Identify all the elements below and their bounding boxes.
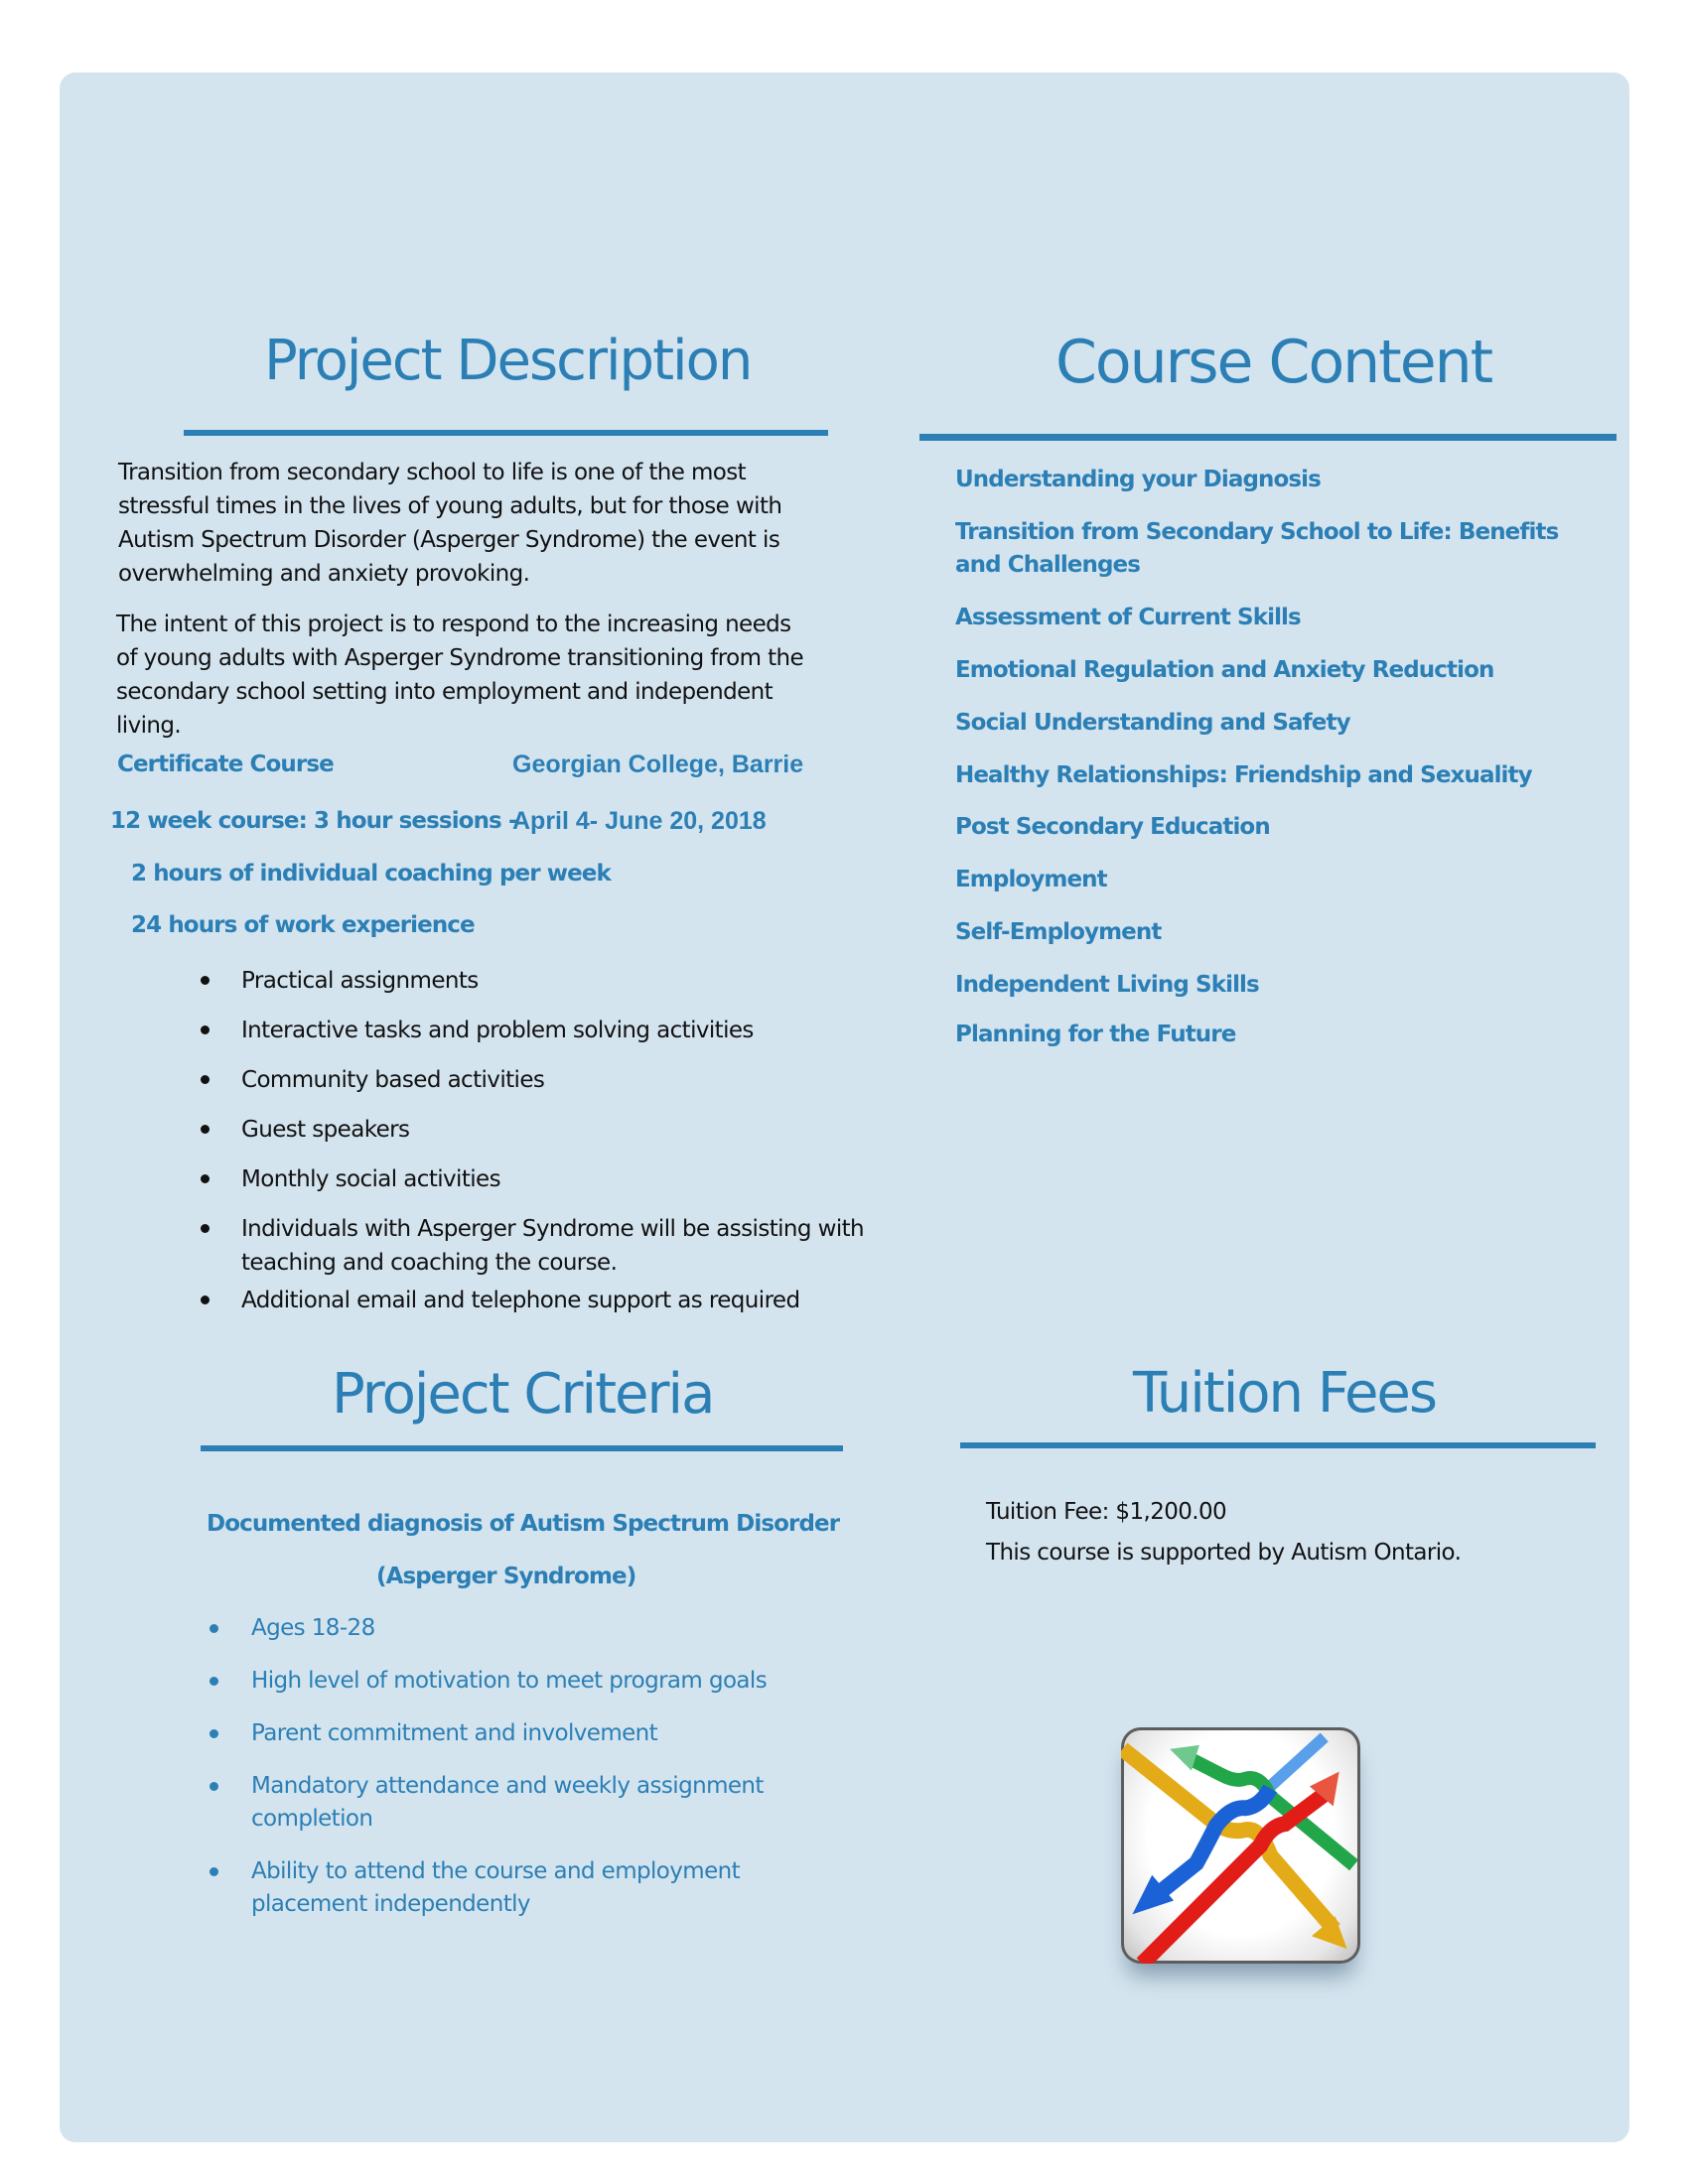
- course-topic: Social Understanding and Safety: [955, 710, 1350, 736]
- intent-paragraph: [116, 608, 803, 743]
- course-type: Certificate Course: [117, 751, 334, 777]
- bullet-icon: [210, 1782, 218, 1791]
- project-description-rule: [184, 430, 828, 436]
- feature-item: Additional email and telephone support as required: [241, 1288, 800, 1313]
- bullet-icon: [201, 1224, 210, 1233]
- course-topic: Healthy Relationships: Friendship and Sexuality: [955, 762, 1532, 788]
- feature-item: Guest speakers: [241, 1117, 410, 1143]
- feature-item: Interactive tasks and problem solving activities: [241, 1018, 754, 1043]
- crossing-arrows-graphic: [1121, 1727, 1360, 1964]
- criteria-item: Mandatory attendance and weekly assignment: [251, 1773, 764, 1799]
- feature-item: Monthly social activities: [241, 1166, 500, 1192]
- course-location: Georgian College, Barrie: [512, 751, 804, 778]
- bullet-icon: [210, 1677, 218, 1686]
- bullet-icon: [201, 976, 210, 985]
- coaching-hours: 2 hours of individual coaching per week: [131, 861, 611, 887]
- bullet-icon: [201, 1296, 210, 1304]
- feature-item-continued: teaching and coaching the course.: [241, 1250, 618, 1276]
- intro-line: Autism Spectrum Disorder (Asperger Syndrome) the event is: [118, 527, 780, 553]
- bullet-icon: [201, 1174, 210, 1183]
- project-description-title: Project Description: [264, 329, 752, 393]
- project-criteria-rule: [201, 1445, 843, 1451]
- feature-item: Practical assignments: [241, 968, 479, 994]
- tuition-fees-rule: [960, 1442, 1596, 1448]
- bullet-icon: [201, 1125, 210, 1134]
- intent-line: secondary school setting into employment and independent: [116, 679, 774, 705]
- bullet-icon: [210, 1867, 218, 1876]
- tuition-fee-amount: Tuition Fee: $1,200.00: [986, 1499, 1227, 1525]
- course-topic: Assessment of Current Skills: [955, 605, 1301, 630]
- course-topic: Post Secondary Education: [955, 814, 1270, 840]
- intro-paragraph: [118, 456, 781, 591]
- project-criteria-title: Project Criteria: [332, 1362, 714, 1427]
- criteria-item: Parent commitment and involvement: [251, 1720, 658, 1746]
- bullet-icon: [201, 1025, 210, 1034]
- criteria-item: Ages 18-28: [251, 1615, 375, 1641]
- course-schedule: 12 week course: 3 hour sessions -: [110, 808, 517, 834]
- course-topic: Understanding your Diagnosis: [955, 467, 1321, 492]
- bullet-icon: [210, 1624, 218, 1633]
- course-topic: Self-Employment: [955, 919, 1162, 945]
- intent-line: The intent of this project is to respond to the increasing needs: [116, 612, 791, 637]
- bullet-icon: [201, 1075, 210, 1084]
- criteria-item-continued: placement independently: [251, 1891, 530, 1917]
- feature-item: Community based activities: [241, 1067, 545, 1093]
- course-topic: Planning for the Future: [955, 1022, 1236, 1047]
- course-topic: Transition from Secondary School to Life: Benefits: [955, 519, 1559, 545]
- course-topic: Employment: [955, 867, 1107, 892]
- intent-line: of young adults with Asperger Syndrome transitioning from the: [116, 645, 804, 671]
- feature-item: Individuals with Asperger Syndrome will be assisting with: [241, 1216, 865, 1242]
- course-dates: April 4- June 20, 2018: [512, 807, 767, 835]
- crossing-arrows-icon: [1121, 1727, 1360, 1964]
- criteria-item-continued: completion: [251, 1806, 373, 1832]
- course-content-title: Course Content: [1055, 328, 1492, 397]
- bullet-icon: [210, 1729, 218, 1738]
- diagnosis-requirement: Documented diagnosis of Autism Spectrum Disorder: [207, 1511, 840, 1537]
- course-content-rule: [919, 434, 1617, 441]
- tuition-support-note: This course is supported by Autism Ontario.: [986, 1540, 1462, 1566]
- intro-line: Transition from secondary school to life is one of the most: [118, 460, 747, 485]
- course-topic-continued: and Challenges: [955, 552, 1141, 578]
- intent-line: living.: [116, 713, 182, 739]
- diagnosis-requirement-subtitle: (Asperger Syndrome): [376, 1564, 636, 1589]
- course-topic: Emotional Regulation and Anxiety Reduction: [955, 657, 1494, 683]
- criteria-item: Ability to attend the course and employment: [251, 1858, 741, 1884]
- criteria-item: High level of motivation to meet program goals: [251, 1668, 768, 1694]
- intro-line: overwhelming and anxiety provoking.: [118, 561, 530, 587]
- intro-line: stressful times in the lives of young adults, but for those with: [118, 493, 782, 519]
- work-experience-hours: 24 hours of work experience: [131, 912, 475, 938]
- course-topic: Independent Living Skills: [955, 972, 1259, 998]
- tuition-fees-title: Tuition Fees: [1133, 1361, 1437, 1426]
